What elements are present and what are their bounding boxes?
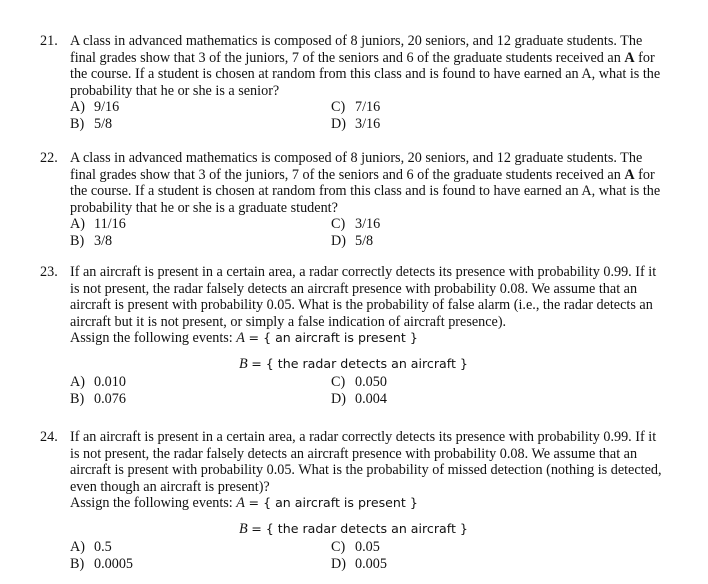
- option-text: 0.050: [355, 373, 387, 390]
- event-a-variable: A: [236, 330, 245, 347]
- option-letter: D): [331, 555, 346, 572]
- question-text: [70, 150, 690, 216]
- question-text: [70, 33, 690, 99]
- question-text: [70, 264, 690, 330]
- question-line: probability that he or she is a graduate student?: [70, 199, 338, 216]
- option-letter: C): [331, 99, 346, 116]
- assign-events-line: [70, 495, 690, 512]
- option-text: 0.005: [355, 555, 387, 572]
- assign-label: Assign the following events:: [70, 495, 233, 512]
- event-b-definition: = { the radar detects an aircraft }: [251, 355, 468, 371]
- event-a-definition: = { an aircraft is present }: [248, 495, 418, 511]
- question-line-text: final grades show that 3 of the juniors, 7 of the seniors and 6 of the graduate students received an: [70, 49, 625, 66]
- option-c[interactable]: [331, 216, 380, 233]
- option-c[interactable]: [331, 99, 380, 116]
- question-line: [70, 50, 690, 67]
- event-b-variable: B: [239, 520, 248, 537]
- option-letter: C): [331, 373, 346, 390]
- question-22: [40, 150, 690, 250]
- question-line-tail: for: [634, 166, 655, 183]
- question-21: [40, 33, 690, 133]
- question-line: the course. If a student is chosen at random from this class and is found to have earned an A, what is the: [70, 183, 661, 200]
- answer-options: [70, 539, 690, 573]
- question-23: [40, 264, 690, 408]
- event-b-variable: B: [239, 355, 248, 372]
- option-letter: B): [70, 233, 85, 250]
- question-line: A class in advanced mathematics is composed of 8 juniors, 20 seniors, and 12 graduate students. The: [70, 150, 643, 166]
- question-number: 24.: [40, 429, 58, 445]
- assign-label: Assign the following events:: [70, 330, 233, 347]
- option-text: 9/16: [94, 99, 120, 116]
- question-24: [40, 429, 690, 573]
- option-text: 3/16: [355, 116, 381, 133]
- option-text: 5/8: [355, 233, 374, 250]
- option-text: 0.076: [94, 390, 126, 407]
- option-d[interactable]: [331, 116, 380, 133]
- option-a[interactable]: [70, 216, 126, 233]
- bold-grade-letter: A: [624, 49, 635, 66]
- option-text: 11/16: [94, 216, 126, 233]
- option-text: 0.05: [355, 538, 380, 555]
- question-line: aircraft is present with probability 0.05. What is the probability of missed detection (nothing is detected,: [70, 462, 662, 479]
- question-line-text: final grades show that 3 of the juniors, 7 of the seniors and 6 of the graduate students received an: [70, 166, 625, 183]
- option-a[interactable]: [70, 374, 126, 391]
- option-text: 5/8: [94, 116, 113, 133]
- event-b-definition: = { the radar detects an aircraft }: [251, 520, 468, 536]
- option-b[interactable]: [70, 556, 133, 573]
- option-text: 0.010: [94, 373, 126, 390]
- question-number: 23.: [40, 264, 58, 280]
- option-text: 7/16: [355, 99, 381, 116]
- question-line: A class in advanced mathematics is composed of 8 juniors, 20 seniors, and 12 graduate students. The: [70, 33, 643, 49]
- question-line: If an aircraft is present in a certain area, a radar correctly detects its presence with probability 0.99. If it: [70, 264, 657, 280]
- option-letter: D): [331, 233, 346, 250]
- answer-options: [70, 99, 690, 133]
- question-line: the course. If a student is chosen at random from this class and is found to have earned an A, what is the: [70, 66, 661, 83]
- option-d[interactable]: [331, 556, 387, 573]
- event-b-line: [239, 356, 690, 374]
- question-number: 21.: [40, 33, 58, 49]
- question-line: is not present, the radar falsely detects an aircraft presence with probability 0.08. We assume that an: [70, 445, 638, 462]
- question-text: [70, 429, 690, 495]
- assign-events-line: [70, 330, 690, 347]
- option-d[interactable]: [331, 233, 373, 250]
- option-letter: A): [70, 373, 85, 390]
- question-line: [70, 167, 690, 184]
- event-b-line: [239, 521, 690, 539]
- answer-options: [70, 216, 690, 250]
- option-letter: D): [331, 390, 346, 407]
- question-line: aircraft is present with probability 0.05. What is the probability of false alarm (i.e., the radar detects an: [70, 297, 653, 314]
- option-a[interactable]: [70, 99, 119, 116]
- option-letter: A): [70, 538, 85, 555]
- event-a-variable: A: [236, 495, 245, 512]
- option-letter: B): [70, 116, 85, 133]
- question-line-tail: for: [634, 49, 655, 66]
- option-letter: C): [331, 216, 346, 233]
- option-text: 0.0005: [94, 555, 134, 572]
- question-line: even though an aircraft is present)?: [70, 478, 270, 495]
- option-text: 0.004: [355, 390, 387, 407]
- answer-options: [70, 374, 690, 408]
- option-c[interactable]: [331, 374, 387, 391]
- question-line: aircraft but it is not present, or simply a false indication of aircraft presence).: [70, 313, 507, 330]
- option-text: 3/16: [355, 216, 381, 233]
- question-number: 22.: [40, 150, 58, 166]
- option-c[interactable]: [331, 539, 380, 556]
- option-text: 3/8: [94, 233, 113, 250]
- option-d[interactable]: [331, 391, 387, 408]
- question-line: is not present, the radar falsely detects an aircraft presence with probability 0.08. We assume that an: [70, 280, 638, 297]
- question-line: probability that he or she is a senior?: [70, 82, 280, 99]
- option-letter: C): [331, 538, 346, 555]
- option-letter: B): [70, 390, 85, 407]
- bold-grade-letter: A: [624, 166, 635, 183]
- option-letter: A): [70, 216, 85, 233]
- option-letter: B): [70, 555, 85, 572]
- option-b[interactable]: [70, 116, 112, 133]
- option-b[interactable]: [70, 391, 126, 408]
- event-a-definition: = { an aircraft is present }: [248, 330, 418, 346]
- question-line: If an aircraft is present in a certain area, a radar correctly detects its presence with probability 0.99. If it: [70, 429, 657, 445]
- option-letter: A): [70, 99, 85, 116]
- option-b[interactable]: [70, 233, 112, 250]
- option-letter: D): [331, 116, 346, 133]
- option-a[interactable]: [70, 539, 112, 556]
- option-text: 0.5: [94, 538, 112, 555]
